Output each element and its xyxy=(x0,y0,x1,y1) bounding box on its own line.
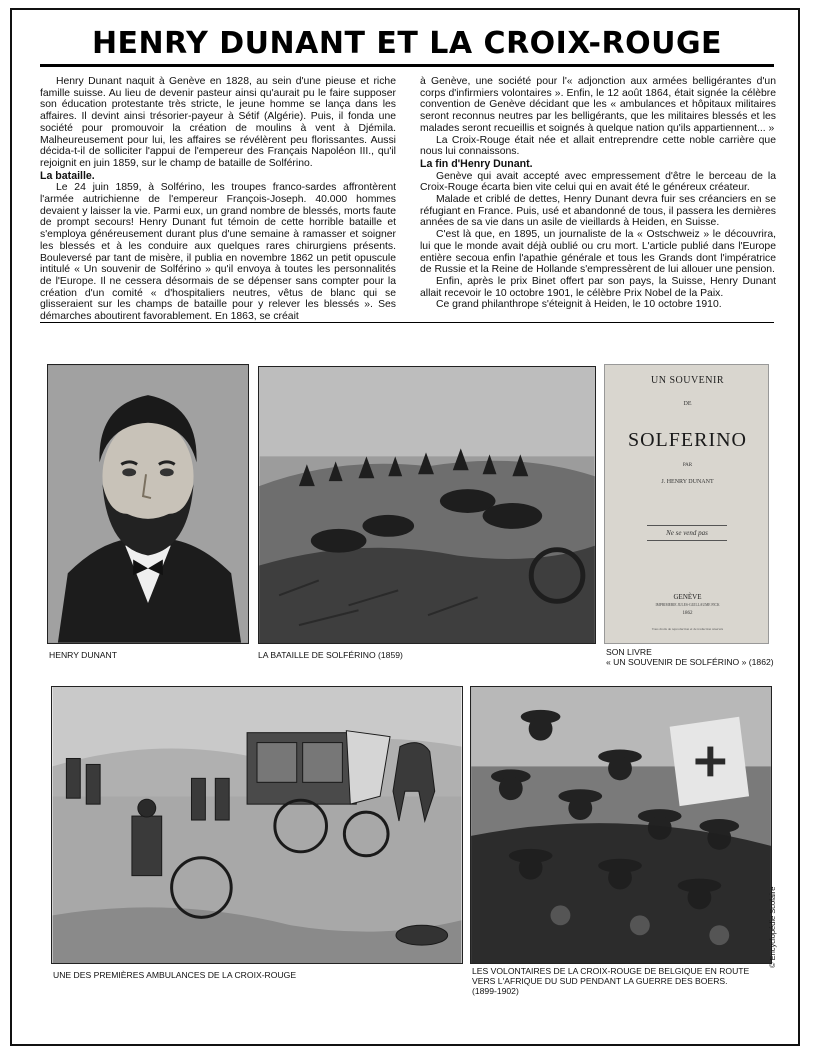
book-line-par: PAR xyxy=(682,463,693,468)
battle-illustration xyxy=(259,367,595,643)
article-paragraph: Ce grand philanthrope s'éteignit à Heiden, le 10 octobre 1910. xyxy=(436,299,722,311)
book-cover-photo xyxy=(604,364,769,644)
volunteers-caption-line1: LES VOLONTAIRES DE LA CROIX-ROUGE DE BELGIQUE EN ROUTE xyxy=(472,966,750,976)
portrait-caption: HENRY DUNANT xyxy=(49,650,117,660)
article-paragraph: Enfin, après le prix Binet offert par son pays, la Suisse, Henry Dunant allait recevoir le 10 octobre 1901, le célèbre Prix Nobel de la Paix. xyxy=(420,275,776,299)
book-motto: Ne se vend pas xyxy=(647,525,727,541)
book-year: 1862 xyxy=(682,611,693,616)
book-caption-line2: « UN SOUVENIR DE SOLFÉRINO » (1862) xyxy=(606,657,774,667)
article-paragraph: C'est là que, en 1895, un journaliste de la « Ostschweiz » le découvrira, lui que le monde avait déjà oublié ou cru mort. L'article publié dans l'Europe entière secoua enfin l'apathie générale et tous les Grands dont l'impératrice de Russie et la Reine de Hollande s'empressèrent de lui allouer une pension. xyxy=(420,229,776,276)
section-heading: La bataille. xyxy=(40,169,95,182)
ambulance-caption: UNE DES PREMIÈRES AMBULANCES DE LA CROIX-ROUGE xyxy=(53,970,297,980)
article-paragraph: La Croix-Rouge était née et allait entreprendre cette noble carrière que nous lui connaissons. xyxy=(420,134,776,158)
book-line-de: DE xyxy=(683,401,692,407)
copyright-text: © Encyclopédie Scolaire xyxy=(768,886,777,968)
article-paragraph: Genève qui avait accepté avec empressement d'être le berceau de la Croix-Rouge écarta bien vite celui qui en avait été le généreux créateur. xyxy=(420,170,776,194)
volunteers-caption-line2: VERS L'AFRIQUE DU SUD PENDANT LA GUERRE DES BOERS. xyxy=(472,976,728,986)
section-heading: La fin d'Henry Dunant. xyxy=(420,157,533,170)
article-paragraph: Malade et criblé de dettes, Henry Dunant devra fuir ses créanciers en se réfugiant en France. Puis, usé et abandonné de tous, il passera les dernières années de sa vie dans un asile de vieillards à Heiden, en Suisse. xyxy=(420,194,776,229)
article-paragraph: Henry Dunant naquit à Genève en 1828, au sein d'une pieuse et riche famille suisse. Au lieu de devenir pasteur ainsi qu'aurait pu le faire supposer son éducation protestante très stricte, le jeune homme se lança dans les affaires. Il devint ainsi trésorier-payeur à Sétif (Algérie). Puis, il fonda une société pour promouvoir la création de moulins à vent à Djémila. Malheureusement pour lui, les affaires se révélèrent peu florissantes. Aussi décida-t-il de solliciter l'appui de l'empereur des Français Napoléon III., qu'il rejoignit en juin 1859, sur le champ de bataille de Solférino. xyxy=(40,76,396,169)
title-rule xyxy=(40,64,774,67)
ambulance-photo xyxy=(51,686,463,964)
article-paragraph: à Genève, une société pour l'« adjonction aux armées belligérantes d'un corps d'infirmiers volontaires ». Enfin, le 12 août 1864, était signée la célèbre convention de Genève décidant que les « ambulances et hôpitaux militaires seront reconnus neutres par les belligérants, que les militaires blessés et les malades seront recueillis et soignés à quelque nation qu'ils appartiennent... » xyxy=(420,76,776,134)
battle-caption: LA BATAILLE DE SOLFÉRINO (1859) xyxy=(258,650,403,660)
book-line-solferino: SOLFERINO xyxy=(627,429,747,451)
book-caption-line1: SON LIVRE xyxy=(606,647,652,657)
book-printer: IMPRIMERIE JULES-GUILLAUME FICK xyxy=(655,603,720,607)
portrait-illustration xyxy=(48,365,248,643)
book-author: J. HENRY DUNANT xyxy=(661,479,714,485)
book-city: GENÈVE xyxy=(673,593,702,601)
article-right-column xyxy=(420,76,776,311)
article-paragraph: Le 24 juin 1859, à Solférino, les troupes franco-sardes affrontèrent l'armée autrichienne de l'empereur François-Joseph. 40.000 hommes devaient y laisser la vie. Parmi eux, un grand nombre de blessés, morts faute de prompt secours! Henry Dunant fut témoin de cette horrible bataille et s'employa généreusement durant plus d'une semaine à ramasser et soigner les blessés et à les conduire aux quelques rares chirurgiens présents. Bouleversé par tant de misère, il publia en novembre 1862 un petit opuscule intitulé « Un souvenir de Solférino » qu'il envoya à toutes les personnalités de l'Europe. Il ne cessera désormais de se dépenser sans compter pour la création d'un comité « d'hospitaliers neutres, vêtus de blanc qui se glisseraient sur les champs de bataille pour y relever les blessés ». Ses démarches aboutirent favorablement. En 1863, se créait xyxy=(40,182,396,323)
article-left-column xyxy=(40,76,396,323)
portrait-photo xyxy=(47,364,249,644)
book-rights: Tous droits de reproduction et de traduction réservés xyxy=(651,627,724,631)
ambulance-illustration xyxy=(52,687,462,963)
volunteers-caption-line3: (1899-1902) xyxy=(472,986,519,996)
battle-illustration-photo xyxy=(258,366,596,644)
page-title: HENRY DUNANT ET LA CROIX-ROUGE xyxy=(91,26,723,61)
text-separator-rule xyxy=(40,322,774,323)
book-line-un-souvenir: UN SOUVENIR xyxy=(651,375,724,386)
volunteers-illustration xyxy=(471,687,771,963)
volunteers-photo xyxy=(470,686,772,964)
